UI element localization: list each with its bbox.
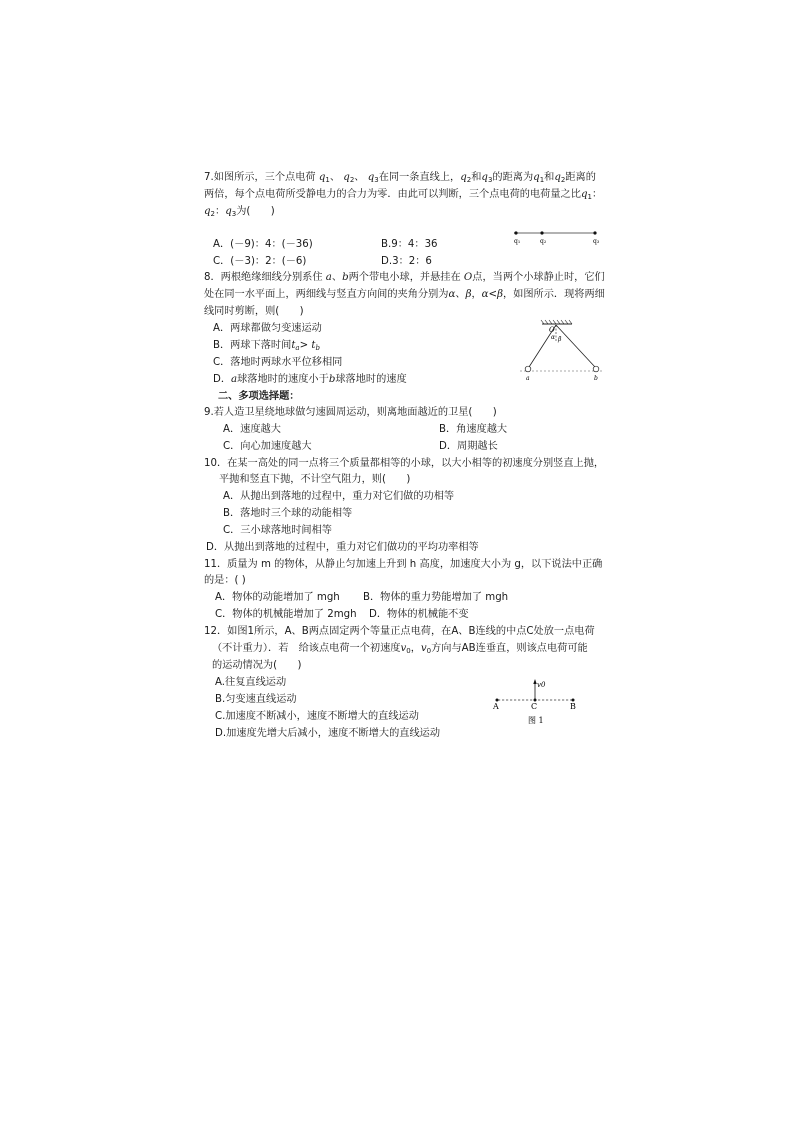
q8-fig-label-a: a [526,375,530,382]
q7-q3: q [367,172,375,183]
q10-option-d: D．从抛出到落地的过程中，重力对它们做功的平均功率相等 [206,542,479,553]
q7-line2: 两倍，每个点电荷所受静电力的合力为零．由此可以判断，三个点电荷的电荷量之比$q_1$： [204,189,603,201]
q9-option-c: C．向心加速度越大 [223,441,312,452]
q12-fig-label-b: B [570,702,576,711]
q7-fig-label-q2: q₂ [540,238,547,245]
q9-stem: 9.若人造卫星绕地球做匀速圆周运动，则离地面越近的卫星( ) [204,407,497,418]
q12-line1: 12．如图1所示，A、B两点固定两个等量正点电荷，在A、B连线的中点C处放一点电荷 [204,626,595,637]
q8-line1: 8．两根绝缘细线分别系住 a、b两个带电小球，并悬挂在 O点，当两个小球静止时，它们 [204,272,605,283]
q7-charge-line-figure [508,227,603,249]
q10-line1: 10．在某一高处的同一点将三个质量都相等的小球，以大小相等的初速度分别竖直上抛， [204,458,605,469]
q7-option-a: A．(－9)：4：(－36) [213,239,313,250]
q7-stem-d: 的距离为 [492,172,534,183]
q7-stem-c: 和 [471,172,482,183]
q12-option-a: A.往复直线运动 [215,677,287,688]
q11-option-a: A．物体的动能增加了 mgh [215,592,340,603]
q12-line2: （不计重力）．若 给该点电荷一个初速度$v_0$，$v_0$方向与AB连垂直，则该点电荷可能 [212,643,588,655]
section-heading: 二、多项选择题： [218,391,300,402]
q10-line2: 平抛和竖直下抛，不计空气阻力，则( ) [219,474,411,485]
q7-fig-label-q3: q₃ [593,238,600,245]
q12-fig-label-a: A [493,702,499,711]
q7-q2: q [343,172,350,183]
q7-stem-f: 距离的 [565,172,596,183]
q7-q1: q [318,172,326,183]
q7-option-c: C．(－3)：2：(－6) [213,256,307,267]
q12-line3: 的运动情况为( ) [212,660,302,671]
q8-line2: 处在同一水平面上，两细线与竖直方向间的夹角分别为α、β，α<β，如图所示．现将两细 [204,289,605,300]
q12-option-c: C.加速度不断减小，速度不断增大的直线运动 [215,711,419,722]
q10-option-c: C．三小球落地时间相等 [223,525,332,536]
q9-option-a: A．速度越大 [223,424,281,435]
q12-charges-figure [488,676,588,728]
q7-line3: $q_2$：$q_3$为( ) [204,206,275,218]
q8-fig-label-o: O [549,326,555,334]
q8-option-d: D．a球落地时的速度小于b球落地时的速度 [213,374,407,385]
q8-option-a: A．两球都做匀变速运动 [213,323,322,334]
q11-option-c: C．物体的机械能增加了 2mgh [215,609,357,620]
q12-option-b: B.匀变速直线运动 [215,694,297,705]
q11-line2: 的是：( ) [204,575,246,586]
q7-fig-label-q1: q₁ [514,238,521,245]
q11-option-b: B．物体的重力势能增加了 mgh [363,592,509,603]
q9-option-d: D．周期越长 [439,441,498,452]
q12-fig-caption: 图 1 [528,716,544,725]
q11-option-d: D．物体的机械能不变 [369,609,469,620]
q8-option-b: B．两球下落时间$t_a> t_b$ [213,340,320,352]
q9-option-b: B．角速度越大 [439,424,508,435]
q7-stem-b: 在同一条直线上， [378,172,461,183]
q7-option-d: D.3：2：6 [381,256,432,267]
q7-option-b: B.9：4：36 [381,239,438,250]
q8-hanging-balls-figure [518,318,608,384]
q8-option-c: C．落地时两球水平位移相同 [213,357,343,368]
q8-fig-label-b: b [594,375,598,382]
q7-stem-e: 和 [544,172,555,183]
q10-option-a: A．从抛出到落地的过程中，重力对它们做的功相等 [223,491,455,502]
q10-option-b: B．落地时三个球的动能相等 [223,508,353,519]
q8-fig-label-alpha: α [551,334,556,341]
q8-fig-label-beta: β [558,336,562,343]
q12-fig-label-c: C [531,702,538,711]
q7-line1: 7.如图所示，三个点电荷 $q_1$、 $q_2$、 $q_3$在同一条直线上，$q_2$和$q_3$的距离为$q_1$和$q_2$距离的 [204,172,596,184]
q8-line3: 线同时剪断，则( ) [204,306,304,317]
q11-line1: 11．质量为 m 的物体，从静止匀加速上升到 h 高度，加速度大小为 g，以下说法中正确 [204,559,603,570]
q12-fig-label-v0: v0 [537,681,546,689]
q12-option-d: D.加速度先增大后减小，速度不断增大的直线运动 [215,728,441,739]
q7-stem-a: 7.如图所示，三个点电荷 [204,172,316,183]
